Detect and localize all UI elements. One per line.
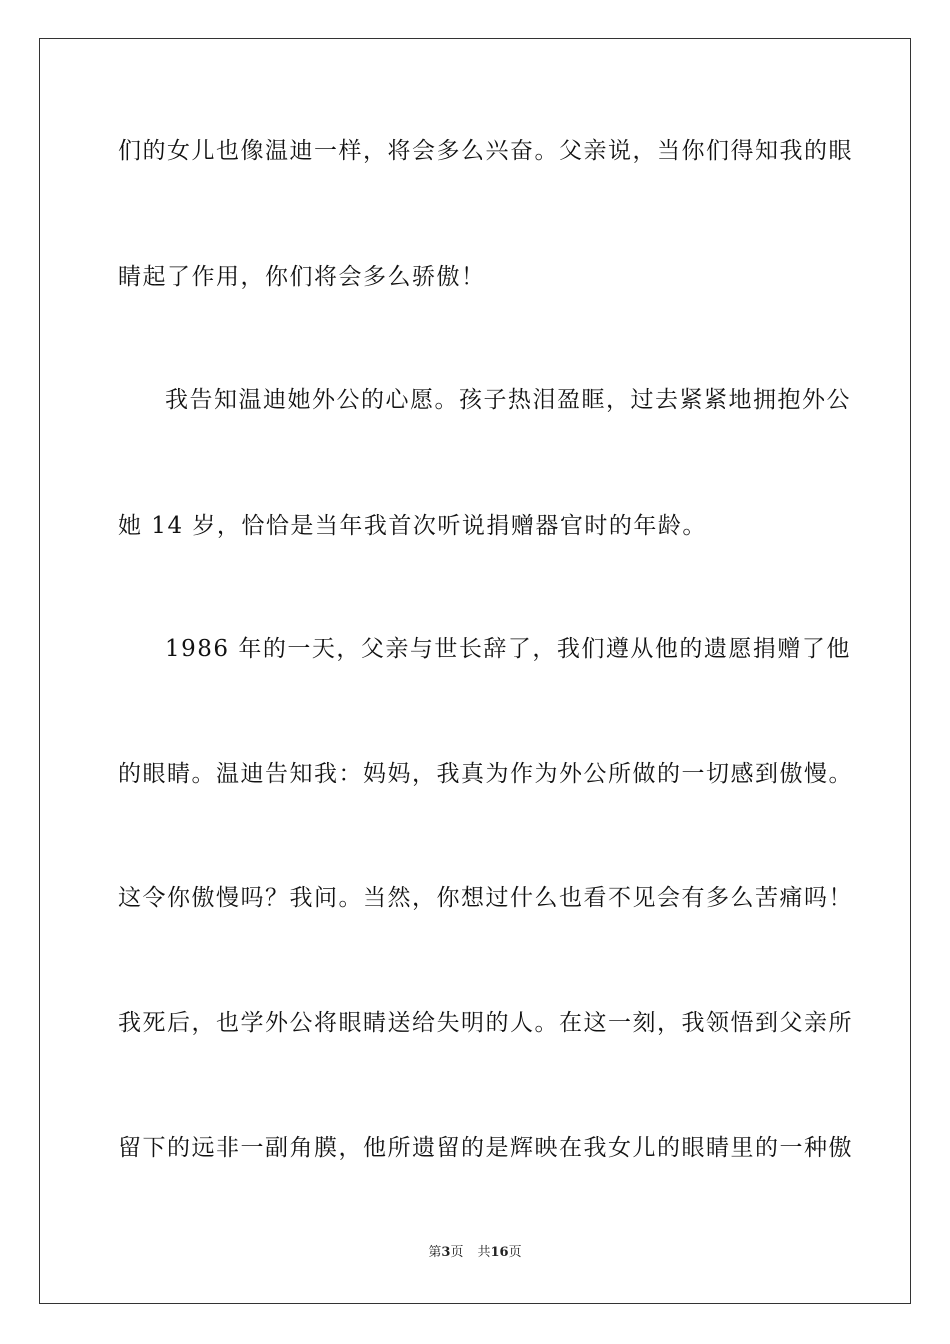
page-footer	[0, 1244, 950, 1262]
text-line-3: 我告知温迪她外公的心愿。孩子热泪盈眶，过去紧紧地拥抱外公	[165, 387, 851, 413]
page-prefix: 第	[428, 1245, 442, 1260]
text-line-6: 的眼睛。温迪告知我：妈妈，我真为作为外公所做的一切感到傲慢。	[118, 761, 853, 787]
page-number: 3	[441, 1245, 451, 1260]
page-suffix: 页	[450, 1245, 464, 1260]
text-line-9: 留下的远非一副角膜，他所遗留的是辉映在我女儿的眼睛里的一种傲	[118, 1135, 853, 1161]
page-frame	[39, 38, 911, 1304]
text-line-5: 1986 年的一天，父亲与世长辞了，我们遵从他的遗愿捐赠了他	[165, 636, 851, 662]
text-line-2: 睛起了作用，你们将会多么骄傲！	[118, 264, 486, 290]
total-suffix: 页	[508, 1245, 522, 1260]
text-line-1: 们的女儿也像温迪一样，将会多么兴奋。父亲说，当你们得知我的眼	[118, 138, 853, 164]
text-line-7: 这令你傲慢吗？我问。当然，你想过什么也看不见会有多么苦痛吗！	[118, 885, 853, 911]
text-line-8: 我死后，也学外公将眼睛送给失明的人。在这一刻，我领悟到父亲所	[118, 1010, 853, 1036]
text-line-4: 她 14 岁，恰恰是当年我首次听说捐赠器官时的年龄。	[118, 513, 707, 539]
total-pages: 16	[490, 1245, 509, 1260]
total-prefix: 共	[477, 1245, 491, 1260]
